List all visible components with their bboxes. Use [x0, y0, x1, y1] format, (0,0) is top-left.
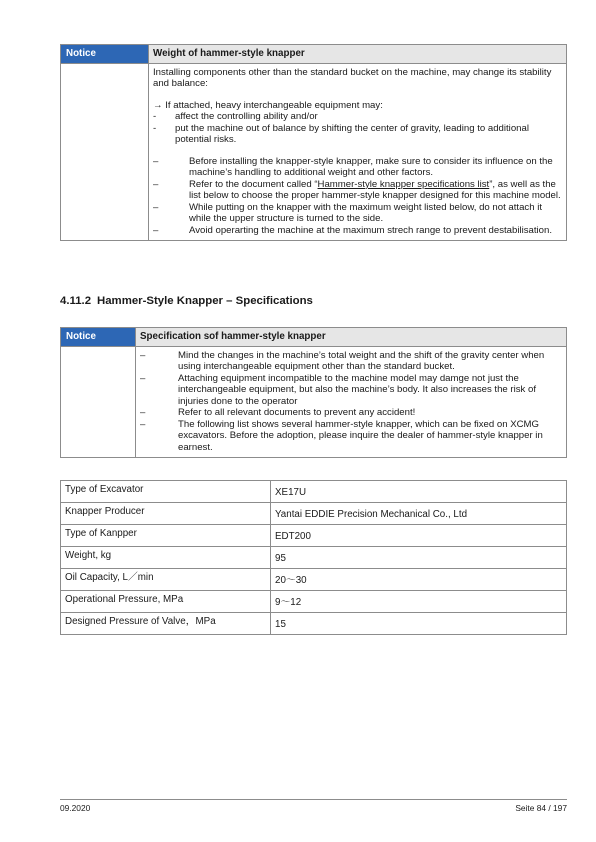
- list-item: [153, 111, 562, 123]
- dash-mark: –: [140, 349, 146, 361]
- spec-label: Weight, kg: [61, 547, 271, 569]
- list-item-text: While putting on the knapper with the maximum weight listed below, do not attach it while the upper structure is turned to the side.: [189, 201, 543, 225]
- table-row: [61, 591, 567, 613]
- list-item-text: Refer to all relevant documents to prevent any accident!: [178, 407, 416, 419]
- dash-mark: –: [153, 155, 159, 167]
- notice-body: [136, 346, 567, 458]
- section-title: Hammer-Style Knapper – Specifications: [97, 295, 313, 307]
- dash-mark: –: [153, 178, 159, 190]
- list-item-text: Refer to the document called “: [189, 178, 318, 190]
- notice-body: [149, 63, 567, 241]
- dash-list: [140, 350, 562, 454]
- specifications-table: [60, 480, 567, 635]
- spec-label: Knapper Producer: [61, 503, 271, 525]
- spec-label: Type of Kanpper: [61, 525, 271, 547]
- list-item: [140, 350, 562, 373]
- spec-value: 95: [271, 547, 567, 569]
- notice-table-weight: [60, 44, 567, 241]
- list-item: [153, 123, 562, 146]
- hyphen-mark: -: [153, 122, 157, 134]
- list-item-text: Avoid operarting the machine at the maximum strech range to prevent destabilisation.: [189, 224, 552, 236]
- spec-label: Type of Excavator: [61, 481, 271, 503]
- dash-mark: –: [153, 224, 159, 236]
- list-item-text: The following list shows several hammer-style knapper, which can be fixed on XCMG excavators. Before the adoption, please inquire the dealer of hammer-style knapper in earnest.: [178, 418, 543, 453]
- table-row: [61, 503, 567, 525]
- list-item: [153, 202, 562, 225]
- footer-date: 09.2020: [60, 803, 91, 813]
- hyphen-list: [153, 111, 562, 146]
- notice-empty-cell: [61, 63, 149, 241]
- list-item-text: ”, as well as the list below to choose the proper hammer-style knapper designed for this machine model.: [189, 178, 561, 202]
- spec-value: 15: [271, 613, 567, 635]
- notice-table-specifications: [60, 327, 567, 458]
- list-item: [153, 179, 562, 202]
- notice-label: Notice: [61, 328, 136, 347]
- table-row: [61, 525, 567, 547]
- dash-mark: –: [153, 201, 159, 213]
- specifications-list-link[interactable]: Hammer-style knapper specifications list: [317, 178, 490, 190]
- spec-value: 9～12: [271, 591, 567, 613]
- notice-empty-cell: [61, 346, 136, 458]
- list-item-text: affect the controlling ability and/or: [175, 111, 318, 123]
- notice-title: Weight of hammer-style knapper: [149, 45, 567, 64]
- list-item: [140, 407, 562, 419]
- list-item: [153, 225, 562, 237]
- list-item: [153, 156, 562, 179]
- notice-label: Notice: [61, 45, 149, 64]
- list-item: [140, 373, 562, 408]
- notice-title: Specification sof hammer-style knapper: [136, 328, 567, 347]
- footer-page-number: Seite 84 / 197: [515, 803, 567, 813]
- list-item-text: put the machine out of balance by shifting the center of gravity, leading to additional potential risks.: [175, 122, 529, 146]
- dash-mark: –: [140, 407, 146, 419]
- list-item-text: Before installing the knapper-style knapper, make sure to consider its influence on the machine’s handling to additional weight and other factors.: [189, 155, 553, 179]
- spec-label: Oil Capacity, L／min: [61, 569, 271, 591]
- table-row: [61, 569, 567, 591]
- list-item-text: Mind the changes in the machine’s total weight and the shift of the gravity center when using interchangeable equipment other than the standard bucket.: [178, 349, 545, 373]
- spec-value: 20～30: [271, 569, 567, 591]
- hyphen-mark: -: [153, 111, 157, 123]
- notice-arrow-text: → If attached, heavy interchangeable equipment may:: [153, 99, 383, 111]
- spec-value: Yantai EDDIE Precision Mechanical Co., Ltd: [271, 503, 567, 525]
- notice-intro: Installing components other than the standard bucket on the machine, may change its stability and balance:: [153, 66, 552, 90]
- section-heading: [60, 295, 313, 309]
- spec-value: EDT200: [271, 525, 567, 547]
- spec-label: Designed Pressure of Valve，MPa: [61, 613, 271, 635]
- list-item: [140, 419, 562, 454]
- table-row: [61, 547, 567, 569]
- dash-mark: –: [140, 372, 146, 384]
- footer-divider: [60, 799, 567, 800]
- dash-list: [153, 156, 562, 237]
- dash-mark: –: [140, 418, 146, 430]
- spec-value: XE17U: [271, 481, 567, 503]
- table-row: [61, 613, 567, 635]
- spec-label: Operational Pressure, MPa: [61, 591, 271, 613]
- list-item-text: Attaching equipment incompatible to the machine model may damge not just the interchangeable equipment, but also the machine’s body. It also increases the risk of injuries done to the operator: [178, 372, 537, 407]
- section-number: 4.11.2: [60, 295, 92, 307]
- table-row: [61, 481, 567, 503]
